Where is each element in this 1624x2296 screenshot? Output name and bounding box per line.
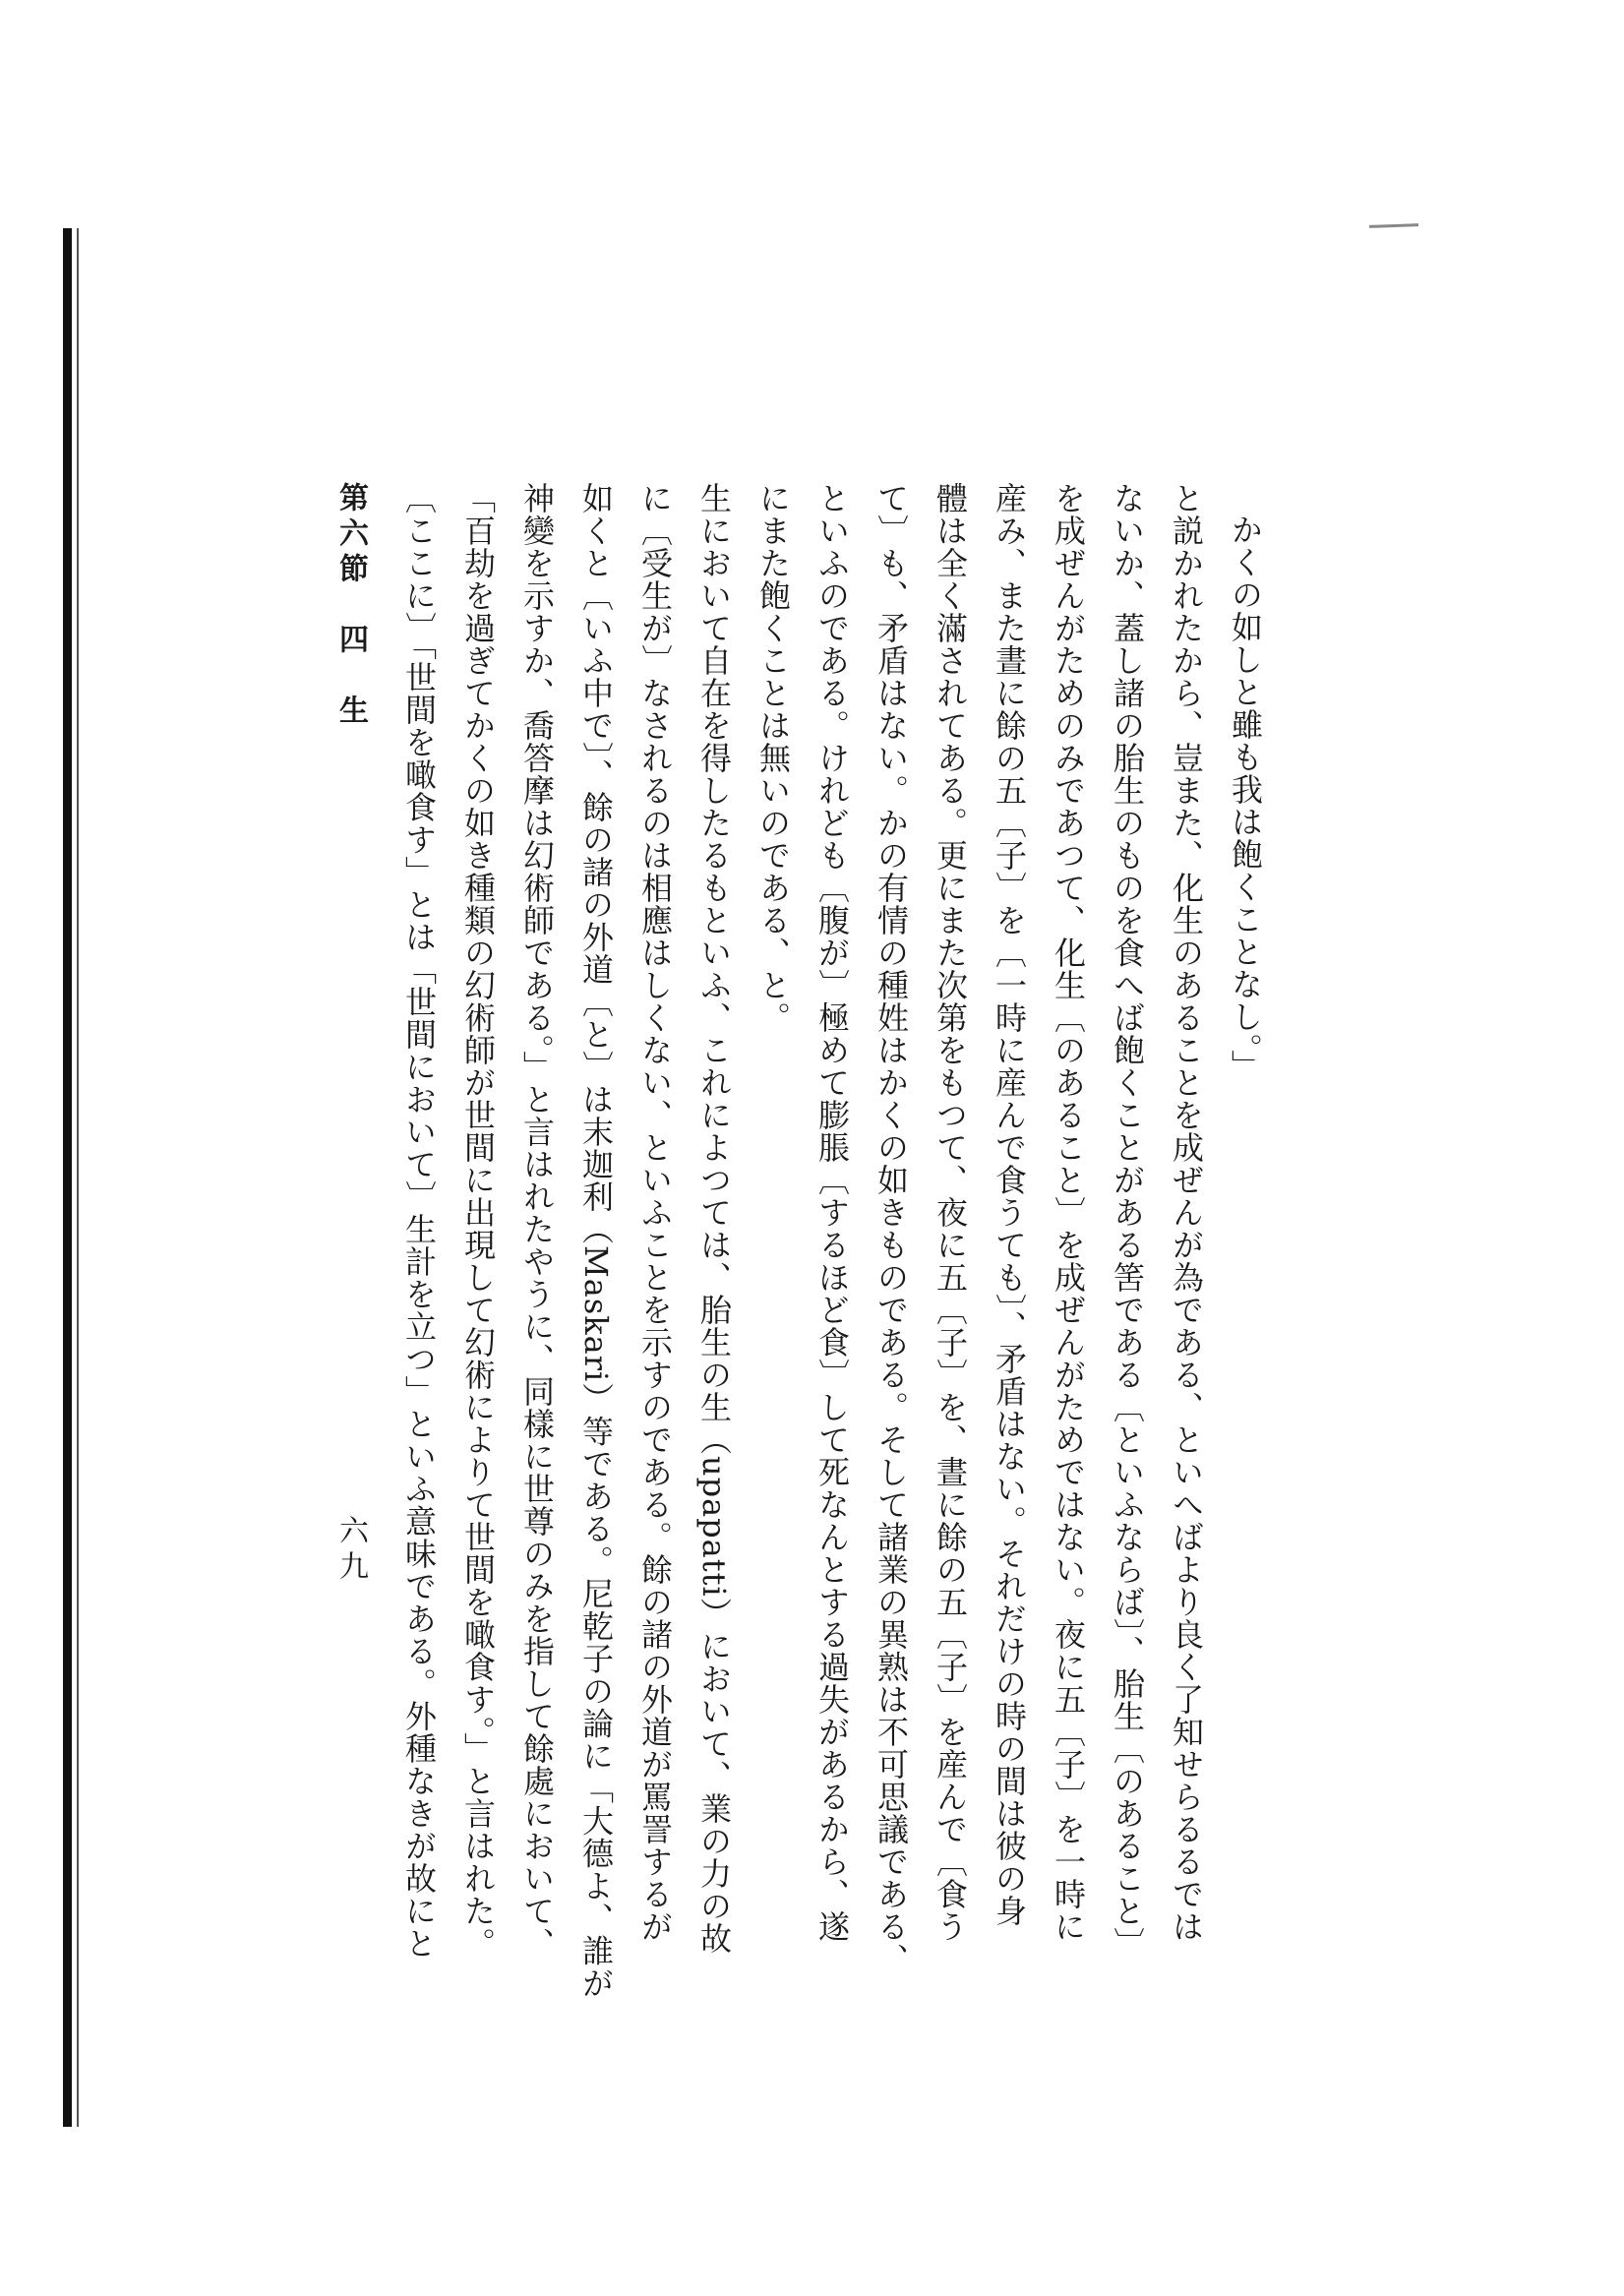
body-text — [390, 482, 1275, 2000]
text-line: 如くと〔いふ中で〕、餘の諸の外道〔と〕は末迦利（Maskari）等である。尼乾子の論に「大德よ、誰が — [577, 482, 615, 2000]
text-line: 體は全く滿されてある。更にまた次第をもつて、夜に五〔子〕を、晝に餘の五〔子〕を産んで〔食う — [932, 482, 969, 1943]
text-line: と説かれたから、豈また、化生のあることを成ぜんが為である、といへばより良く了知せらるるでは — [1168, 482, 1205, 1943]
text-line: を成ぜんがためのみであつて、化生〔のあること〕を成ぜんがためではない。夜に五〔子〕を一時に — [1050, 482, 1087, 1943]
text-line: て〕も、矛盾はない。かの有情の種姓はかくの如きものである。そして諸業の異熟は不可思議である、 — [872, 482, 910, 1975]
text-line: かくの如しと雖も我は飽くことなし。」 — [1227, 514, 1264, 1082]
scan-mark — [1369, 223, 1418, 228]
text-line: 「百劫を過ぎてかくの如き種類の幻術師が世間に出現して幻術によりて世間を噉食す。」と言はれた。 — [459, 482, 497, 1960]
text-line: ないか、蓋し諸の胎生のものを食へば飽くことがある筈である〔といふならば〕、胎生〔のあること〕 — [1109, 482, 1146, 1960]
binding-line — [63, 228, 72, 2127]
text-line: にまた飽くことは無いのである、と。 — [754, 482, 792, 1034]
text-line: 産み、また晝に餘の五〔子〕を〔一時に産んで食うても〕、矛盾はない。それだけの時の間は彼の身 — [991, 482, 1028, 1927]
page-number: 六九 — [333, 1515, 368, 1586]
text-line: といふのである。けれども〔腹が〕極めて膨脹〔するほど食〕して死なんとする過失があるから、遂 — [813, 482, 851, 1943]
text-line: に〔受生が〕なされるのは相應はしくない、といふことを示すのである。餘の諸の外道が罵詈するが — [636, 482, 674, 1943]
running-head: 第六節 四 生 — [333, 482, 368, 730]
text-line: 〔ここに〕「世間を噉食す」とは「世間において〕生計を立つ」といふ意味である。外種なきが故にと — [400, 482, 438, 1960]
binding-line-inner — [77, 228, 79, 2127]
text-line: 生において自在を得したるもといふ、これによつては、胎生の生（upapatti）において、業の力の故 — [695, 482, 733, 1955]
text-line: 神變を示すか、喬答摩は幻術師である。」と言はれたやうに、同樣に世尊のみを指して餘處において、 — [518, 482, 556, 1960]
